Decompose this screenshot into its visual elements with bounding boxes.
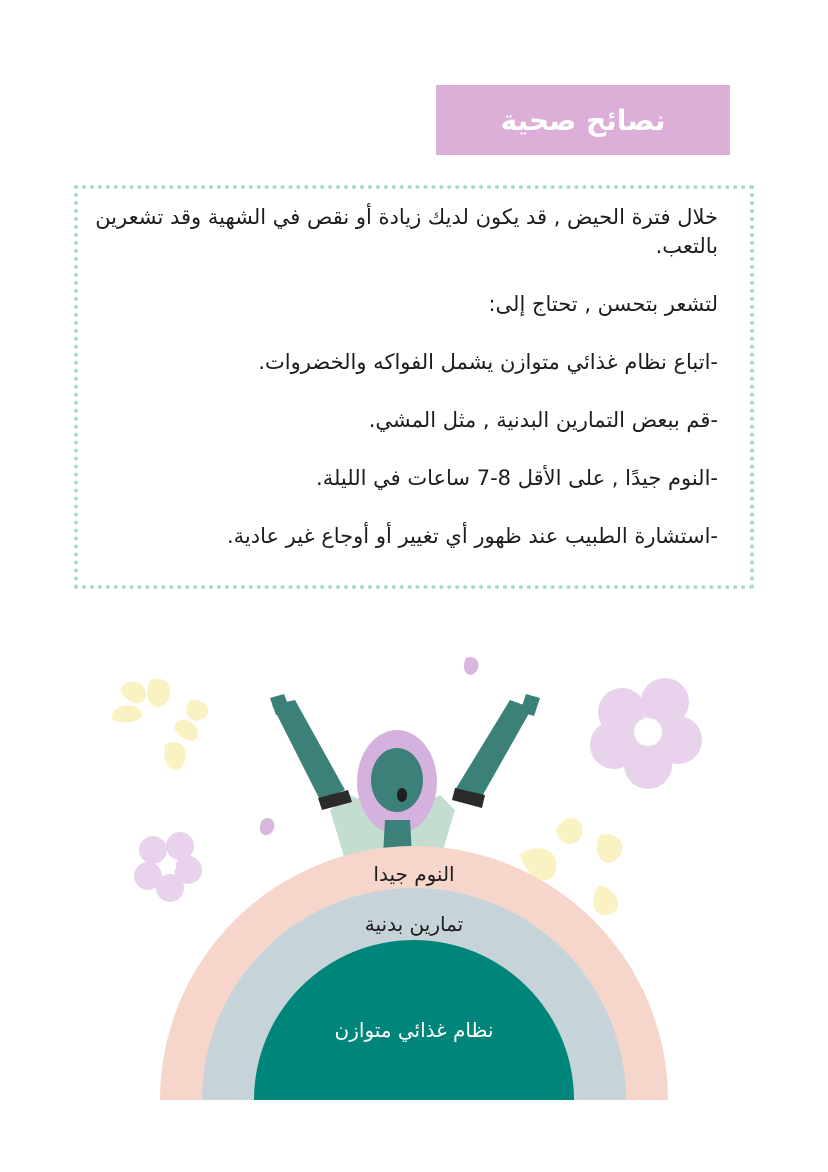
yellow-flower-left-icon	[112, 679, 208, 770]
rainbow-inner-label: نظام غذائي متوازن	[334, 1018, 494, 1042]
petal-icon	[464, 657, 478, 675]
tips-list	[68, 203, 718, 579]
tip-item: -النوم جيدًا , على الأقل 8-7 ساعات في الليلة.	[316, 466, 718, 490]
tip-item: -قم ببعض التمارين البدنية , مثل المشي.	[368, 408, 718, 432]
tip-intro: خلال فترة الحيض , قد يكون لديك زيادة أو نقص في الشهية وقد تشعرين بالتعب.	[95, 205, 718, 258]
petal-icon	[260, 818, 274, 835]
tips-box	[74, 185, 754, 589]
title-banner	[436, 85, 730, 155]
tip-item: -استشارة الطبيب عند ظهور أي تغيير أو أوجاع غير عادية.	[226, 524, 718, 548]
tip-item: -اتباع نظام غذائي متوازن يشمل الفواكه والخضروات.	[258, 350, 718, 374]
purple-flower-right-icon	[590, 678, 702, 789]
rainbow-outer-label: النوم جيدا	[373, 862, 455, 886]
rainbow-middle-label: تمارين بدنية	[364, 912, 464, 936]
page-title: نصائح صحية	[500, 103, 666, 137]
tip-lead: لتشعر بتحسن , تحتاج إلى:	[488, 292, 718, 316]
woman-figure-icon	[270, 694, 540, 860]
purple-flower-small-icon	[134, 832, 202, 902]
